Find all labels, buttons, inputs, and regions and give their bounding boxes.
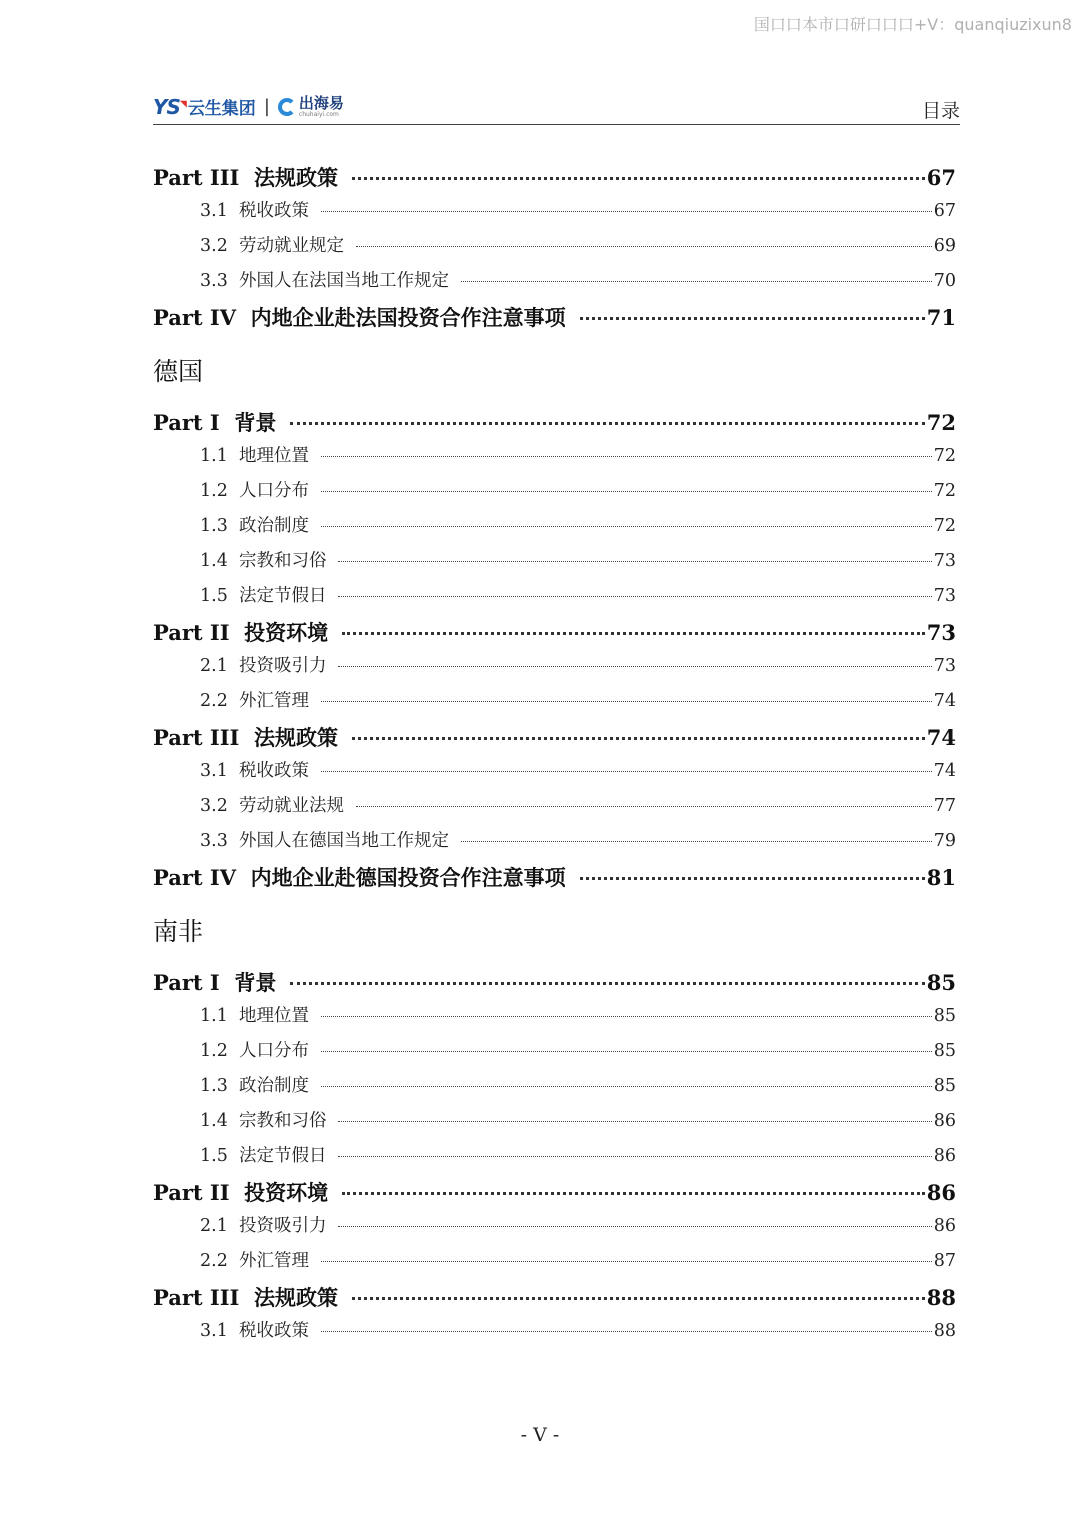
toc-entry-label: Part I 背景 xyxy=(153,410,277,435)
dot-leader xyxy=(338,596,931,597)
toc-part-entry[interactable] xyxy=(153,302,956,337)
dot-leader xyxy=(342,632,925,635)
toc-page-number: 87 xyxy=(933,1251,956,1271)
toc-section-entry[interactable] xyxy=(153,1072,956,1107)
toc-entry-label: Part IV 内地企业赴德国投资合作注意事项 xyxy=(153,865,566,890)
toc-page-number: 86 xyxy=(926,1180,956,1205)
toc-entry-label: 3.2 劳动就业法规 xyxy=(200,796,344,816)
toc-page-number: 79 xyxy=(933,831,956,851)
toc-entry-label: 3.3 外国人在法国当地工作规定 xyxy=(200,271,449,291)
page-header xyxy=(153,92,960,125)
chuhaiyi-url: chuhaiyi.com xyxy=(298,110,339,118)
toc-page-number: 86 xyxy=(933,1216,956,1236)
toc-entry-label: 1.1 地理位置 xyxy=(200,446,309,466)
logo-separator: | xyxy=(263,96,270,117)
toc-part-entry[interactable] xyxy=(153,162,956,197)
toc-entry-label: 1.5 法定节假日 xyxy=(200,586,327,606)
toc-page-number: 85 xyxy=(933,1006,956,1026)
dot-leader xyxy=(338,1226,931,1227)
toc-part-entry[interactable] xyxy=(153,722,956,757)
toc-page-number: 86 xyxy=(933,1146,956,1166)
toc-entry-label: 2.1 投资吸引力 xyxy=(200,1216,327,1236)
dot-leader xyxy=(290,422,924,425)
dot-leader xyxy=(338,666,931,667)
country-heading: 南非 xyxy=(153,917,204,946)
ys-logo-mark: YS◥ xyxy=(153,94,186,119)
toc-section-entry[interactable] xyxy=(153,477,956,512)
toc-part-entry[interactable] xyxy=(153,862,956,897)
toc-page-number: 77 xyxy=(933,796,956,816)
toc-section-entry[interactable] xyxy=(153,1317,956,1352)
toc-page-number: 70 xyxy=(933,271,956,291)
toc-page-number: 72 xyxy=(933,516,956,536)
toc-entry-label: 1.2 人口分布 xyxy=(200,481,309,501)
toc-section-entry[interactable] xyxy=(153,652,956,687)
toc-entry-label: Part I 背景 xyxy=(153,970,277,995)
toc-page-number: 73 xyxy=(933,586,956,606)
toc-part-entry[interactable] xyxy=(153,407,956,442)
dot-leader xyxy=(321,1261,932,1262)
page-number: - V - xyxy=(520,1424,560,1446)
toc-page-number: 74 xyxy=(926,725,956,750)
toc-section-entry[interactable] xyxy=(153,232,956,267)
toc-page-number: 72 xyxy=(933,481,956,501)
dot-leader xyxy=(356,246,932,247)
toc-page-number: 81 xyxy=(926,865,956,890)
toc-entry-label: 1.3 政治制度 xyxy=(200,1076,309,1096)
watermark-text: 国口口本市口研口口口+V：quanqiuzixun8 xyxy=(753,15,1072,34)
toc-entry-label: Part II 投资环境 xyxy=(153,1180,329,1205)
toc-entry-label: 1.2 人口分布 xyxy=(200,1041,309,1061)
toc-section-entry[interactable] xyxy=(153,267,956,302)
dot-leader xyxy=(338,561,931,562)
toc-section-entry[interactable] xyxy=(153,197,956,232)
toc-section-entry[interactable] xyxy=(153,687,956,722)
toc-page-number: 85 xyxy=(933,1076,956,1096)
toc-page-number: 72 xyxy=(926,410,956,435)
toc-entry-label: 1.4 宗教和习俗 xyxy=(200,551,327,571)
toc-entry-label: Part III 法规政策 xyxy=(153,165,339,190)
toc-page-number: 67 xyxy=(926,165,956,190)
toc-section-entry[interactable] xyxy=(153,1037,956,1072)
dot-leader xyxy=(321,1331,932,1332)
toc-page-number: 85 xyxy=(933,1041,956,1061)
dot-leader xyxy=(580,317,925,320)
toc-part-entry[interactable] xyxy=(153,1177,956,1212)
toc-part-entry[interactable] xyxy=(153,617,956,652)
toc-page-number: 74 xyxy=(933,691,956,711)
dot-leader xyxy=(321,211,932,212)
dot-leader xyxy=(338,1156,931,1157)
toc-page-number: 88 xyxy=(933,1321,956,1341)
toc-entry-label: 1.5 法定节假日 xyxy=(200,1146,327,1166)
toc-section-entry[interactable] xyxy=(153,1107,956,1142)
toc-section-entry[interactable] xyxy=(153,827,956,862)
toc-part-entry[interactable] xyxy=(153,1282,956,1317)
dot-leader xyxy=(461,281,932,282)
toc-page-number: 73 xyxy=(933,551,956,571)
toc-entry-label: Part III 法规政策 xyxy=(153,1285,339,1310)
toc-section-entry[interactable] xyxy=(153,792,956,827)
toc-entry-label: 1.4 宗教和习俗 xyxy=(200,1111,327,1131)
toc-section-entry[interactable] xyxy=(153,1212,956,1247)
toc-entry-label: 3.1 税收政策 xyxy=(200,1321,309,1341)
toc-page-number: 67 xyxy=(933,201,956,221)
dot-leader xyxy=(461,841,932,842)
toc-entry-label: 3.2 劳动就业规定 xyxy=(200,236,344,256)
toc-entry-label: 2.2 外汇管理 xyxy=(200,1251,309,1271)
toc-entry-label: 2.2 外汇管理 xyxy=(200,691,309,711)
dot-leader xyxy=(321,1016,932,1017)
chuhaiyi-c-icon xyxy=(278,98,296,116)
toc-entry-label: 1.3 政治制度 xyxy=(200,516,309,536)
dot-leader xyxy=(321,701,932,702)
dot-leader xyxy=(321,1051,932,1052)
dot-leader xyxy=(321,526,932,527)
dot-leader xyxy=(321,456,932,457)
toc-section-entry[interactable] xyxy=(153,512,956,547)
toc-page-number: 71 xyxy=(926,305,956,330)
dot-leader xyxy=(321,491,932,492)
dot-leader xyxy=(356,806,932,807)
toc-section-entry[interactable] xyxy=(153,1002,956,1037)
toc-page-number: 88 xyxy=(926,1285,956,1310)
toc-entry-label: 3.1 税收政策 xyxy=(200,761,309,781)
yunsheng-group-name: 云生集团 xyxy=(187,99,256,119)
dot-leader xyxy=(580,877,925,880)
toc-entry-label: Part III 法规政策 xyxy=(153,725,339,750)
toc-entry-label: 2.1 投资吸引力 xyxy=(200,656,327,676)
toc-section-entry[interactable] xyxy=(153,547,956,582)
page-title: 目录 xyxy=(921,100,960,122)
toc-page-number: 86 xyxy=(933,1111,956,1131)
toc-section-entry[interactable] xyxy=(153,582,956,617)
country-heading: 德国 xyxy=(153,357,204,386)
toc-section-entry[interactable] xyxy=(153,1142,956,1177)
toc-entry-label: 3.3 外国人在德国当地工作规定 xyxy=(200,831,449,851)
toc-entry-label: Part II 投资环境 xyxy=(153,620,329,645)
dot-leader xyxy=(321,1086,932,1087)
toc-page-number: 85 xyxy=(926,970,956,995)
brand-logo xyxy=(153,94,344,119)
toc-part-entry[interactable] xyxy=(153,967,956,1002)
toc-entry-label: 1.1 地理位置 xyxy=(200,1006,309,1026)
toc-page-number: 74 xyxy=(933,761,956,781)
dot-leader xyxy=(342,1192,925,1195)
toc-entry-label: 3.1 税收政策 xyxy=(200,201,309,221)
toc-page-number: 72 xyxy=(933,446,956,466)
dot-leader xyxy=(352,1297,925,1300)
toc-page-number: 73 xyxy=(933,656,956,676)
toc-section-entry[interactable] xyxy=(153,757,956,792)
toc-entry-label: Part IV 内地企业赴法国投资合作注意事项 xyxy=(153,305,566,330)
dot-leader xyxy=(338,1121,931,1122)
toc-section-entry[interactable] xyxy=(153,442,956,477)
dot-leader xyxy=(290,982,924,985)
table-of-contents xyxy=(153,162,956,1352)
chuhaiyi-name: 出海易 xyxy=(298,93,344,112)
toc-page-number: 73 xyxy=(926,620,956,645)
dot-leader xyxy=(352,177,925,180)
toc-section-entry[interactable] xyxy=(153,1247,956,1282)
dot-leader xyxy=(321,771,932,772)
dot-leader xyxy=(352,737,925,740)
toc-page-number: 69 xyxy=(933,236,956,256)
